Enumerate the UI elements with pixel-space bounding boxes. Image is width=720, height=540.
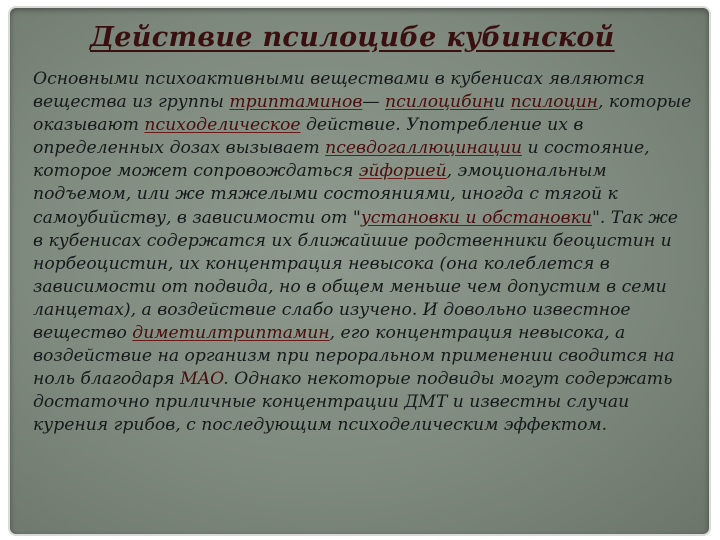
link-psilocybin[interactable]: псилоцибин <box>385 92 494 113</box>
body-segment: действие. Употребление их в определенных дозах вызывает <box>33 115 584 159</box>
body-segment: , эмоциональным подъемом, или же тяжелыми состояниями, иногда с тягой к самоубийству, в зависимости от " <box>33 161 618 228</box>
body-segment: , его концентрация невысока, а воздействие на организм при пероральном применении сводится на ноль благодаря <box>33 323 675 390</box>
link-tryptamines[interactable]: триптаминов <box>229 92 363 113</box>
body-segment: , которые оказывают <box>33 92 692 136</box>
body-segment: и <box>494 92 511 113</box>
body-segment: . Однако некоторые подвиды могут содержать достаточно приличные концентрации ДМТ и известны случаи курения грибов, с последующим психоделическим эффектом. <box>33 369 673 436</box>
body-segment: ". Так же в кубенисах содержатся их ближайшие родственники беоцистин и норбеоцистин, их концентрация невысока (она колеблется в зависимости от подвида, но в общем меньше чем допустим в семи ланцетах), а воздействие слабо изучено. И довольно известное вещество <box>33 207 678 344</box>
slide-body-text <box>33 68 693 438</box>
link-euphoria[interactable]: эйфорией <box>358 161 447 182</box>
slide-title: Действие псилоцибе кубинской <box>90 22 615 53</box>
body-segment: и состояние, которое может сопровождаться <box>33 138 650 182</box>
link-psilocin[interactable]: псилоцин <box>510 92 598 113</box>
link-pseudohallucinations[interactable]: псевдогаллюцинации <box>325 138 522 159</box>
body-segment: — <box>362 92 385 113</box>
link-set-and-setting[interactable]: установки и обстановки <box>360 207 592 228</box>
term-mao: MAO <box>180 369 224 390</box>
link-dimethyltryptamine[interactable]: диметилтриптамин <box>132 323 330 344</box>
body-segment: Основными психоактивными веществами в кубенисах являются вещества из группы <box>33 69 645 113</box>
link-psychedelic[interactable]: психоделическое <box>144 115 301 136</box>
